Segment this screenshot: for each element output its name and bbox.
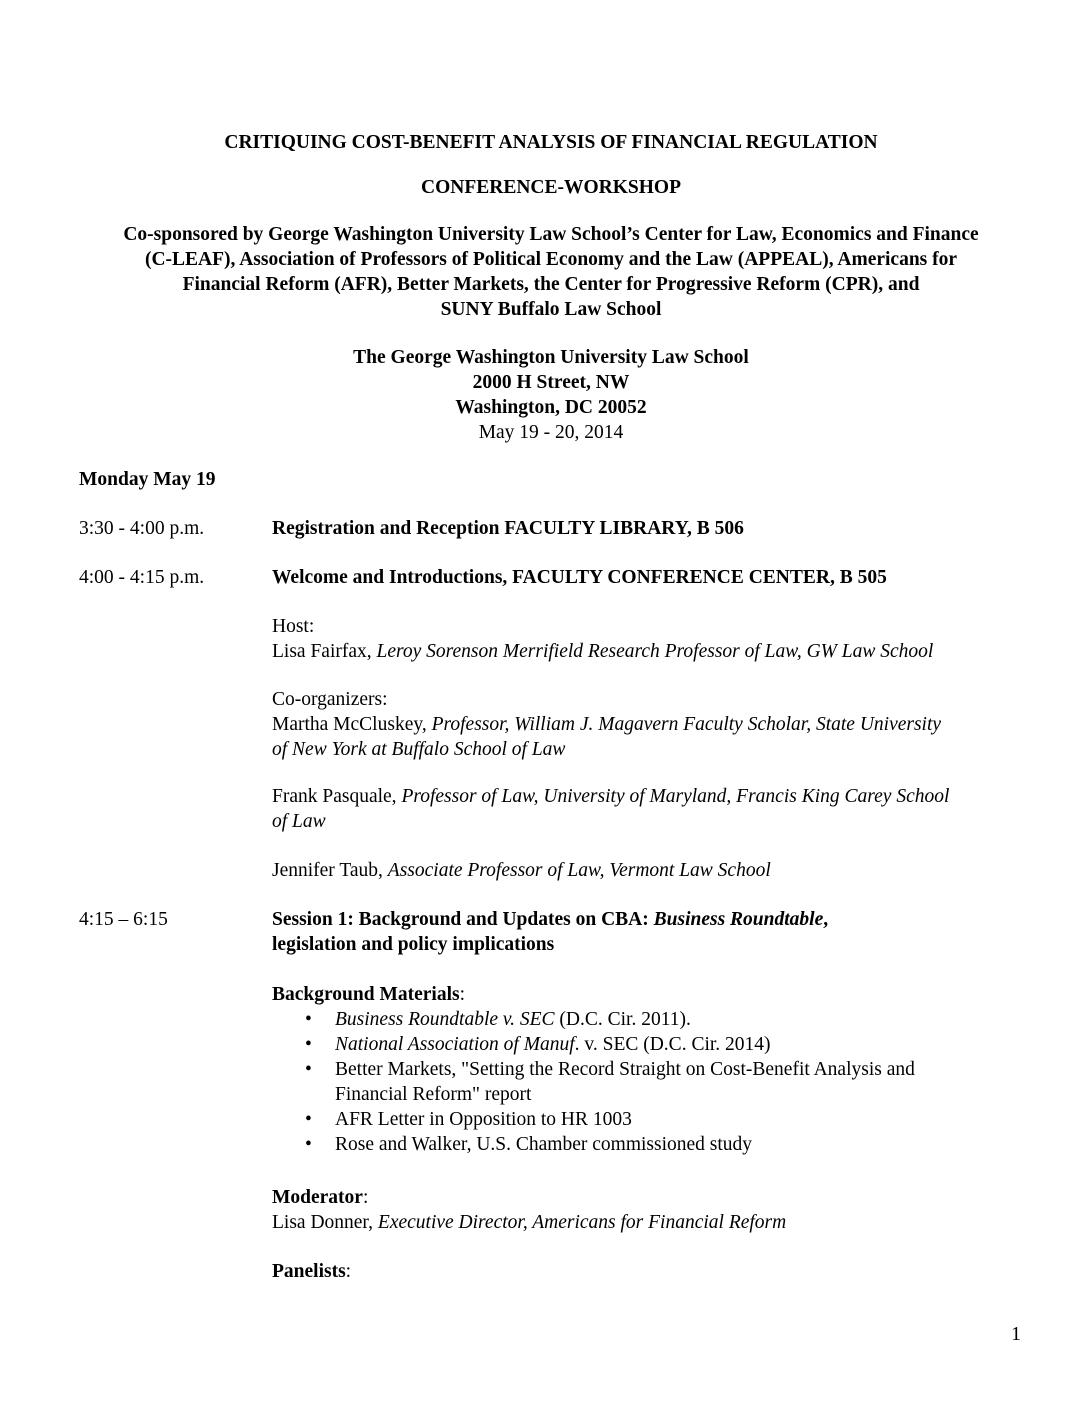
page-number: 1: [1011, 1323, 1021, 1345]
coorganizer-entry: [272, 712, 1032, 737]
person-name: Lisa Donner,: [272, 1212, 378, 1233]
schedule-time: 4:00 - 4:15 p.m.: [79, 567, 205, 588]
list-item: [272, 1132, 1032, 1157]
material-text: . v. SEC (D.C. Cir. 2014): [574, 1034, 771, 1055]
host-block: [272, 614, 1032, 664]
schedule-title: Welcome and Introductions, FACULTY CONFERENCE CENTER, B 505: [272, 567, 887, 588]
venue-dates: May 19 - 20, 2014: [478, 422, 624, 443]
schedule-title: Registration and Reception FACULTY LIBRARY, B 506: [272, 518, 744, 539]
person-role-continued: of Law: [272, 811, 326, 832]
session-title-end: ,: [823, 909, 829, 930]
moderator-heading: [272, 1185, 1032, 1210]
coorganizers-label: Co-organizers:: [272, 689, 388, 710]
person-role: Professor of Law, University of Maryland, Francis King Carey School: [401, 786, 950, 807]
person-role-continued: of New York at Buffalo School of Law: [272, 739, 566, 760]
schedule-title: [272, 907, 1032, 957]
material-text: Better Markets, "Setting the Record Straight on Cost-Benefit Analysis and: [335, 1059, 915, 1080]
person-role: Executive Director, Americans for Financial Reform: [377, 1212, 787, 1233]
panelists-label: Panelists: [272, 1261, 346, 1282]
list-item: [272, 1007, 1032, 1032]
venue-street: 2000 H Street, NW: [472, 372, 630, 393]
material-text: Rose and Walker, U.S. Chamber commissioned study: [335, 1134, 753, 1155]
colon: :: [362, 1187, 369, 1208]
coorganizer-entry: [272, 784, 1032, 834]
list-item: [272, 1057, 1032, 1107]
materials-label: Background Materials: [272, 984, 460, 1005]
materials-heading: [272, 982, 1032, 1007]
material-text-continued: Financial Reform" report: [335, 1084, 532, 1105]
person-name: Lisa Fairfax,: [272, 641, 377, 662]
moderator-entry: [272, 1210, 1032, 1235]
host-entry: [272, 639, 1032, 664]
session-title-italic: Business Roundtable: [653, 909, 824, 930]
person-role: Professor, William J. Magavern Faculty Scholar, State University: [431, 714, 942, 735]
sponsors-line: (C-LEAF), Association of Professors of Political Economy and the Law (APPEAL), Americans for: [144, 249, 958, 270]
person-role: Associate Professor of Law, Vermont Law School: [387, 860, 771, 881]
material-italic: Business Roundtable v. SEC: [335, 1009, 555, 1030]
session-title: Session 1: Background and Updates on CBA:: [272, 909, 654, 930]
material-italic: National Association of Manuf: [335, 1034, 575, 1055]
venue-name: The George Washington University Law School: [353, 347, 749, 368]
schedule-time: 3:30 - 4:00 p.m.: [79, 518, 205, 539]
materials-list: [272, 1007, 1032, 1157]
materials-block: [272, 982, 1032, 1157]
colon: :: [459, 984, 466, 1005]
material-text: AFR Letter in Opposition to HR 1003: [335, 1109, 632, 1130]
schedule-time: 4:15 – 6:15: [79, 909, 168, 930]
panelists-heading: [272, 1259, 1032, 1284]
day-heading: Monday May 19: [79, 469, 216, 490]
colon: :: [345, 1261, 352, 1282]
moderator-label: Moderator: [272, 1187, 363, 1208]
person-name: Frank Pasquale,: [272, 786, 402, 807]
moderator-block: [272, 1185, 1032, 1235]
coorganizer-entry: [272, 858, 1032, 883]
material-text: (D.C. Cir. 2011).: [554, 1009, 691, 1030]
host-label: Host:: [272, 616, 315, 637]
venue-block: [70, 345, 1032, 445]
sponsors-line: Financial Reform (AFR), Better Markets, the Center for Progressive Reform (CPR), and: [182, 274, 920, 295]
venue-city: Washington, DC 20052: [455, 397, 647, 418]
list-item: [272, 1107, 1032, 1132]
sponsors-block: [70, 222, 1032, 322]
list-item: [272, 1032, 1032, 1057]
document-subtitle: CONFERENCE-WORKSHOP: [420, 177, 681, 198]
person-role: Leroy Sorenson Merrifield Research Professor of Law, GW Law School: [376, 641, 934, 662]
session-title-line2: legislation and policy implications: [272, 934, 555, 955]
sponsors-line: Co-sponsored by George Washington University Law School’s Center for Law, Economics and Finance: [123, 224, 979, 245]
document-title: CRITIQUING COST-BENEFIT ANALYSIS OF FINANCIAL REGULATION: [224, 132, 878, 153]
person-name: Martha McCluskey,: [272, 714, 432, 735]
sponsors-line: SUNY Buffalo Law School: [440, 299, 662, 320]
person-name: Jennifer Taub,: [272, 860, 388, 881]
coorganizers-block: [272, 687, 1032, 762]
